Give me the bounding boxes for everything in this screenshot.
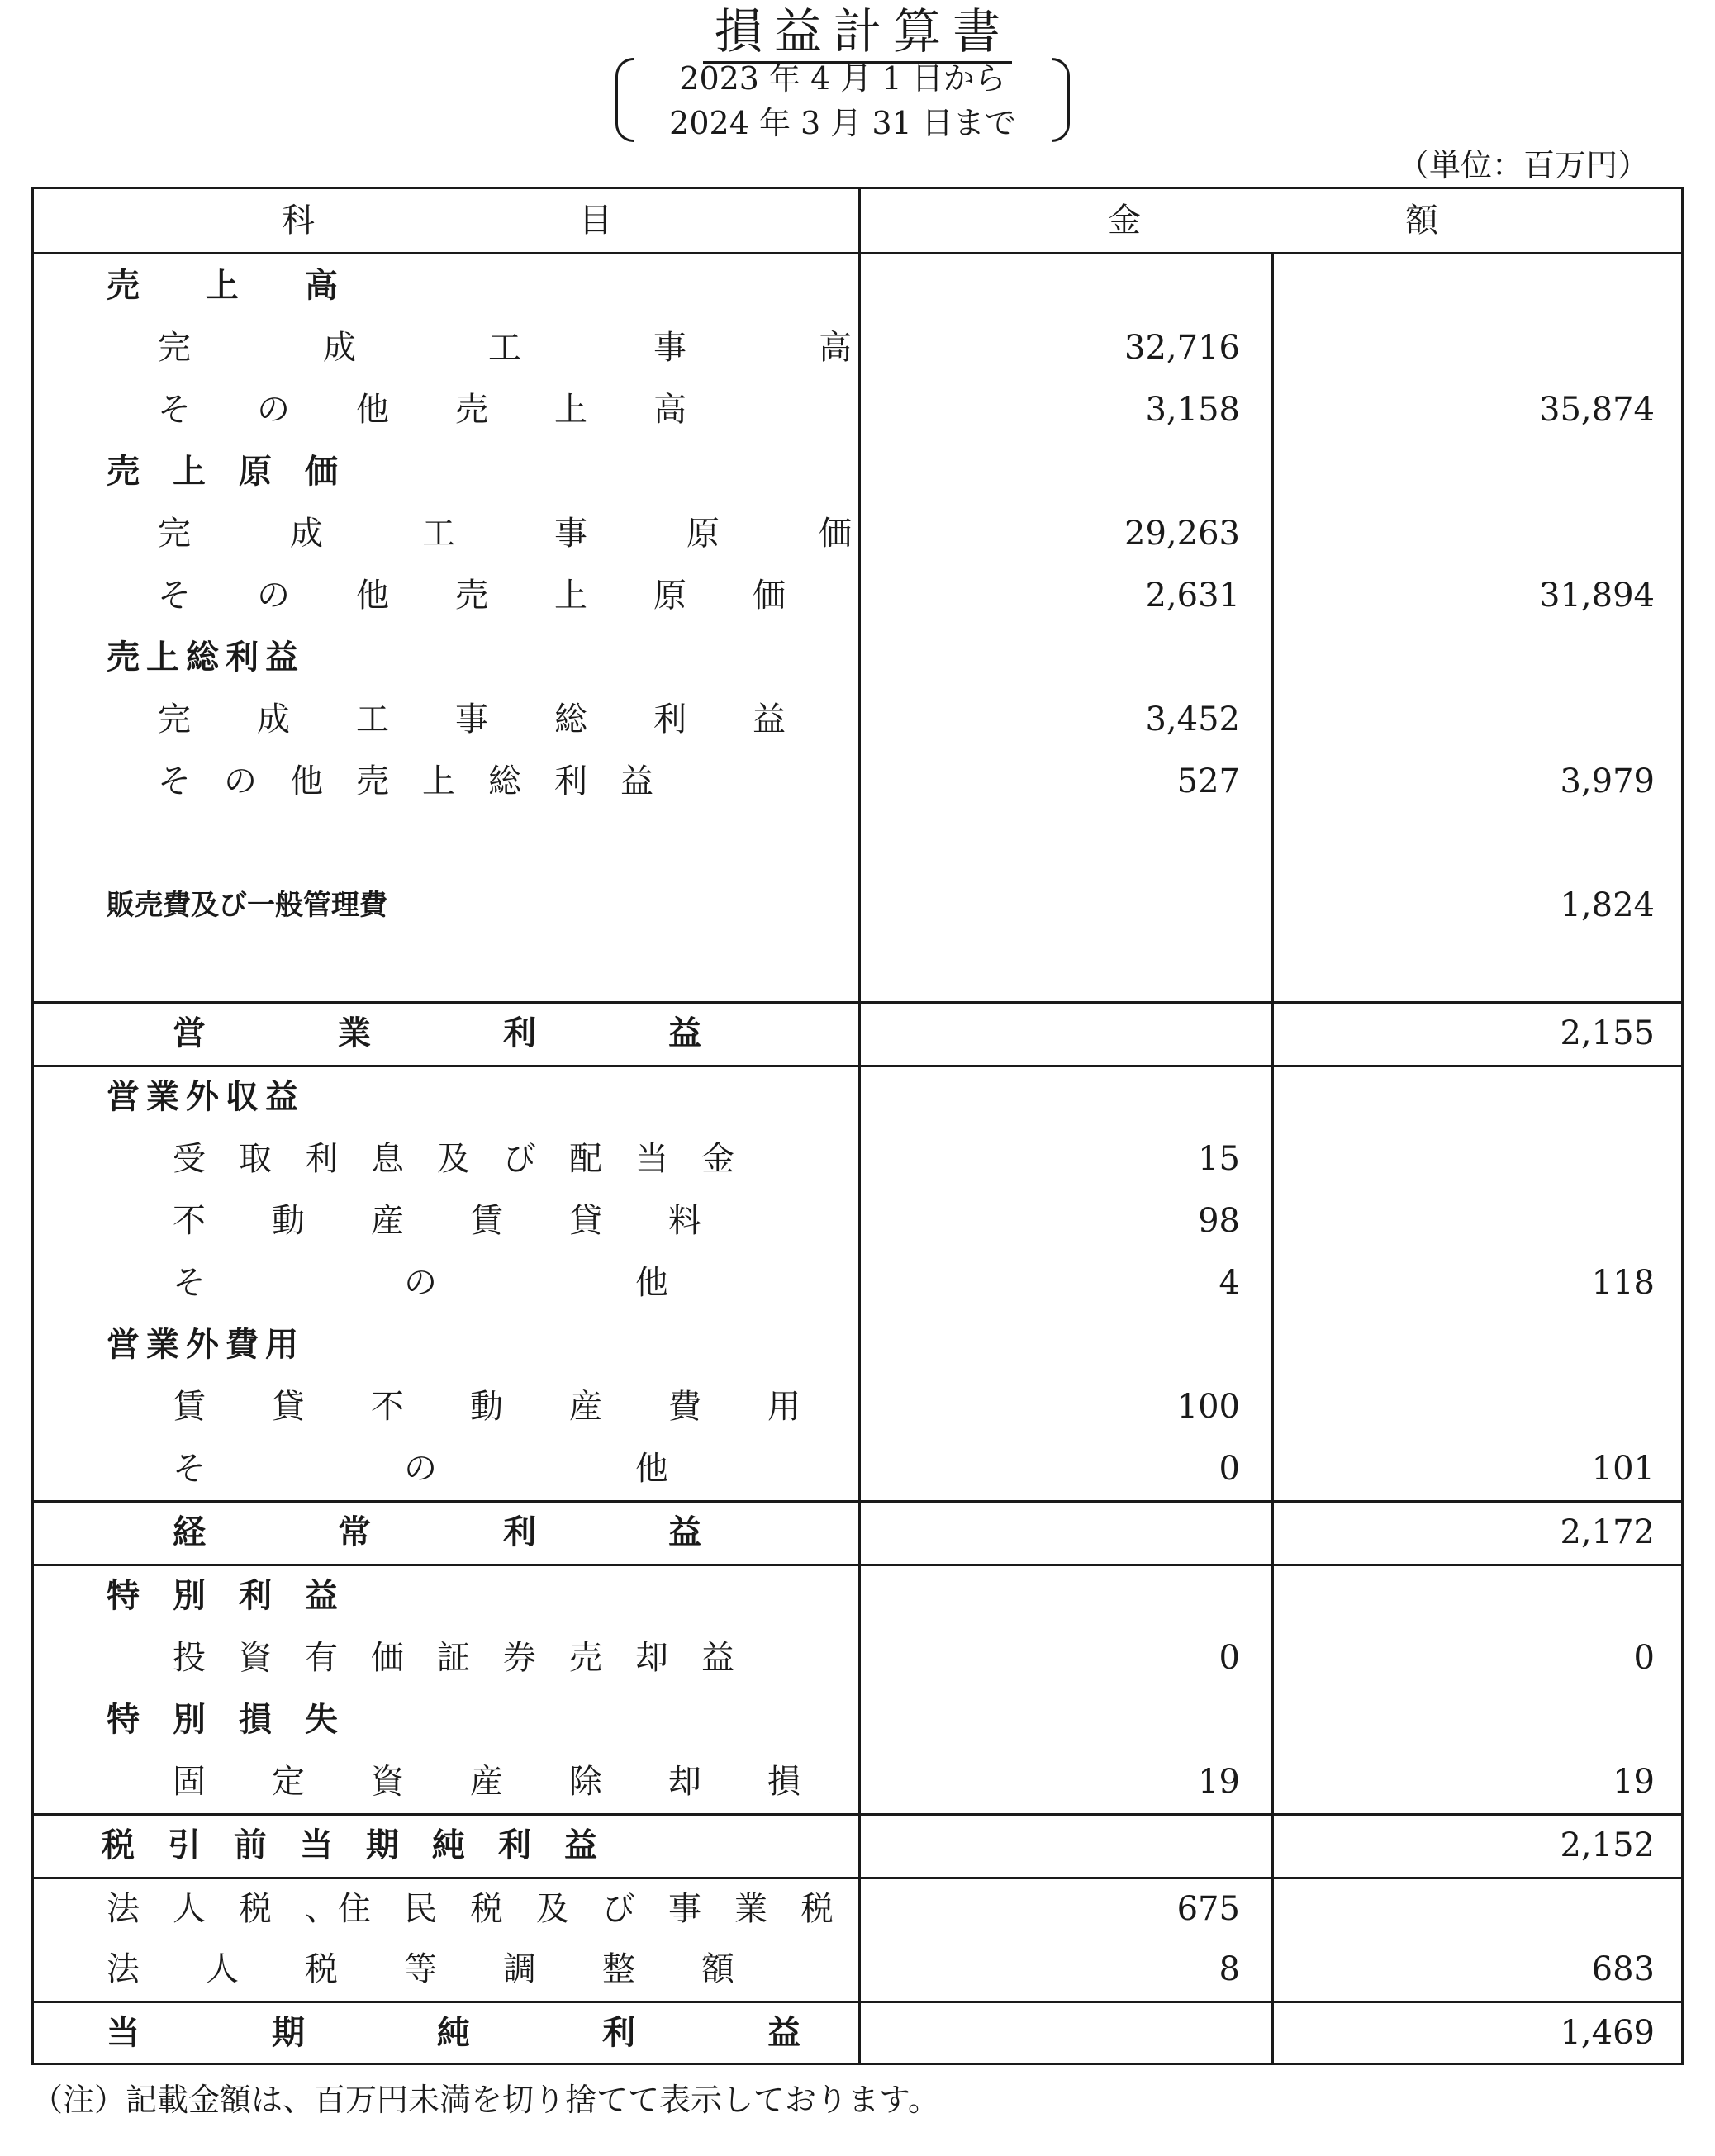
row-extraordinary-loss-heading: 特 別 損 失 — [107, 1701, 338, 1739]
value-rental-income: 98 — [1198, 1202, 1240, 1240]
row-other-non-operating-expenses: そ の 他 — [173, 1450, 668, 1488]
period-from: 2023 年 4 月 1 日から — [679, 60, 1006, 97]
total-ordinary-income: 2,172 — [1560, 1513, 1655, 1551]
total-cost-of-sales: 31,894 — [1539, 577, 1655, 615]
row-other-gross-profit: そ の 他 売 上 総 利 益 — [158, 762, 653, 800]
row-gross-profit-heading: 売上総利益 — [107, 639, 305, 677]
row-non-operating-income-heading: 営業外収益 — [107, 1078, 305, 1116]
value-other-non-operating-expenses: 0 — [1219, 1450, 1240, 1488]
row-other-non-operating-income: そ の 他 — [173, 1264, 668, 1302]
unit-label: （単位：百万円） — [1397, 147, 1649, 183]
row-loss-on-retirement: 固 定 資 産 除 却 損 — [173, 1763, 800, 1801]
document-title: 損益計算書 — [0, 0, 1715, 63]
row-gain-on-securities: 投 資 有 価 証 券 売 却 益 — [173, 1639, 734, 1677]
value-deferred-taxes: 8 — [1219, 1950, 1240, 1988]
right-bracket — [1052, 58, 1070, 142]
header-amount: 金 額 — [1108, 202, 1438, 240]
total-sga-expenses: 1,824 — [1560, 886, 1655, 924]
value-interest-dividends: 15 — [1198, 1140, 1240, 1178]
total-operating-income: 2,155 — [1560, 1014, 1655, 1052]
row-deferred-taxes: 法 人 税 等 調 整 額 — [107, 1950, 734, 1988]
row-current-taxes: 法 人 税 、住 民 税 及 び 事 業 税 — [107, 1890, 834, 1928]
total-net-income: 1,469 — [1560, 2014, 1655, 2052]
row-rental-income: 不 動 産 賃 貸 料 — [173, 1202, 701, 1240]
left-bracket — [615, 58, 634, 142]
total-extraordinary-income: 0 — [1633, 1639, 1655, 1677]
row-operating-income: 営 業 利 益 — [173, 1014, 701, 1052]
value-other-gross-profit: 527 — [1176, 762, 1240, 800]
value-other-non-operating-income: 4 — [1219, 1264, 1240, 1302]
value-other-cost: 2,631 — [1145, 577, 1240, 615]
row-construction-cost: 完 成 工 事 原 価 — [158, 515, 852, 553]
row-cost-of-sales-heading: 売 上 原 価 — [107, 453, 338, 491]
total-gross-profit: 3,979 — [1560, 762, 1655, 800]
value-construction-cost: 29,263 — [1124, 515, 1240, 553]
footnote: （注）記載金額は、百万円未満を切り捨てて表示しております。 — [31, 2082, 939, 2118]
row-construction-gross-profit: 完 成 工 事 総 利 益 — [158, 700, 786, 738]
row-other-cost: そ の 他 売 上 原 価 — [158, 577, 786, 615]
header-subject: 科 目 — [282, 202, 612, 240]
total-income-taxes: 683 — [1591, 1950, 1655, 1988]
value-construction-gross-profit: 3,452 — [1145, 700, 1240, 738]
row-other-sales: そ の 他 売 上 高 — [158, 391, 686, 429]
total-sales: 35,874 — [1539, 391, 1655, 429]
row-completed-construction-sales: 完 成 工 事 高 — [158, 329, 852, 367]
row-extraordinary-income-heading: 特 別 利 益 — [107, 1577, 338, 1615]
income-statement-table — [31, 187, 1684, 2065]
fiscal-period — [615, 55, 1070, 145]
row-interest-dividends: 受 取 利 息 及 び 配 当 金 — [173, 1140, 734, 1178]
value-loss-on-retirement: 19 — [1198, 1763, 1240, 1801]
row-rental-property-expenses: 賃 貸 不 動 産 費 用 — [173, 1388, 800, 1426]
total-non-operating-income: 118 — [1591, 1264, 1655, 1302]
row-income-before-taxes: 税 引 前 当 期 純 利 益 — [102, 1826, 597, 1864]
row-sga-expenses: 販売費及び一般管理費 — [107, 889, 387, 922]
value-current-taxes: 675 — [1176, 1890, 1240, 1928]
total-income-before-taxes: 2,152 — [1560, 1826, 1655, 1864]
header-rule — [34, 252, 1681, 254]
total-non-operating-expenses: 101 — [1591, 1450, 1655, 1488]
value-gain-on-securities: 0 — [1219, 1639, 1240, 1677]
total-extraordinary-loss: 19 — [1613, 1763, 1655, 1801]
row-net-income: 当 期 純 利 益 — [107, 2014, 800, 2052]
value-rental-property-expenses: 100 — [1176, 1388, 1240, 1426]
value-other-sales: 3,158 — [1145, 391, 1240, 429]
row-non-operating-expenses-heading: 営業外費用 — [107, 1326, 305, 1364]
row-ordinary-income: 経 常 利 益 — [173, 1513, 701, 1551]
row-sales-heading: 売 上 高 — [107, 267, 338, 305]
value-completed-construction-sales: 32,716 — [1124, 329, 1240, 367]
period-to: 2024 年 3 月 31 日まで — [669, 105, 1016, 141]
